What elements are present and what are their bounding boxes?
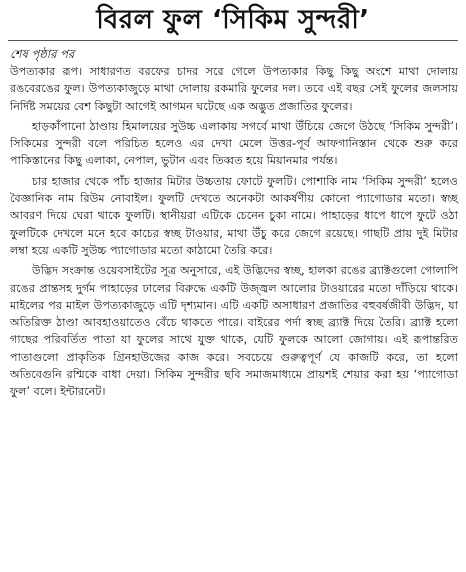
article-body [10, 63, 458, 401]
article-headline: বিরল ফুল ‘সিকিম সুন্দরী’ [96, 5, 370, 35]
article-paragraph-1: উপত্যকার রূপ। সাধারণত বরফের চাদর সরে গেলে উপত্যকার কিছু কিছু অংশে মাথা দোলায় রঙবেরঙের ফুল। উপত্যকাজুড়ে মাথা দোলায় রকমারি ফুলের দল। তবে এই বছর সেই ফুলের জলসায় নির্দিষ্ট সময়ের বেশ কিছুটা আগেই আগমন ঘটেছে এক অদ্ভুত প্রজাতির ফুলের। [10, 65, 458, 113]
article-paragraph-3: চার হাজার থেকে পাঁচ হাজার মিটার উচ্চতায় ফোটে ফুলটি। পোশাকি নাম ‘সিকিম সুন্দরী’ হলেও বৈজ্ঞানিক নাম রিউম নোবাইল। ফুলটি দেখতে অনেকটা আকর্ষণীয় কোনো প্যাগোডার মতো। স্বচ্ছ আবরণ দিয়ে ঘেরা থাকে ফুলটি। স্থানীয়রা এটিকে চেনেন চুকা নামে। পাহাড়ের ধাপে ধাপে ফুটে ওঠা ফুলটিকে দেখলে মনে হবে কাচের স্বচ্ছ টাওয়ার, মাথা উঁচু করে জেগে রয়েছে। গাছটি প্রায় দুই মিটার লম্বা হয়ে একটি সুউচ্চ প্যাগোডার মতো কাঠামো তৈরি করে। [10, 174, 458, 257]
article-paragraph-4: উদ্ভিদ সংক্রান্ত ওয়েবসাইটের সূত্র অনুসারে, এই উদ্ভিদের স্বচ্ছ, হালকা রঙের ব্র্যাক্টগুলো গোলাপি রঙের প্রান্তসহ দুর্গম পাহাড়ের ঢালের বিরুদ্ধে একটি উজ্জ্বল আলোর টাওয়ারের মতো দাঁড়িয়ে থাকে। মাইলের পর মাইল উপত্যকাজুড়ে এটি দৃশ্যমান। এটি একটি অসাধারণ প্রজাতির বহুবর্ষজীবী উদ্ভিদ, যা অতিরিক্ত ঠাণ্ডা আবহাওয়াতেও বেঁচে থাকতে পারে। বাইরের পর্দা স্বচ্ছ ব্র্যাক্ট দিয়ে তৈরি। ব্র্যাক্ট হলো গাছের পরিবর্তিত পাতা যা ফুলের সাথে যুক্ত থাকে, যেটি ফুলকে আলো জোগায়। এই রূপান্তরিত পাতাগুলো প্রাকৃতিক গ্রিনহাউজের কাজ করে। সবচেয়ে গুরুত্বপূর্ণ যে কাজটি করে, তা হলো অতিবেগুনি রশ্মিকে বাধা দেয়া। সিকিম সুন্দরীর ছবি সমাজমাধ্যমে প্রায়শই শেয়ার করা হয় ‘প্যাগোডা ফুল’ বলে। ইন্টারনেট। [10, 264, 458, 399]
continued-from-label: শেষ পৃষ্ঠার পর [10, 47, 75, 61]
headline-divider [8, 40, 458, 41]
article-paragraph-2: হাড়কাঁপানো ঠাণ্ডায় হিমালয়ের সুউচ্চ এলাকায় সগর্বে মাথা উঁচিয়ে জেগে উঠছে ‘সিকিম সুন্দরী’। সিকিমের সুন্দরী বলে পরিচিত হলেও এর দেখা মেলে উত্তর-পূর্ব আফগানিস্তান থেকে শুরু করে পাকিস্তানের কিছু এলাকা, নেপাল, ভুটান এবং তিব্বত হয়ে মিয়ানমার পর্যন্ত। [10, 119, 458, 168]
